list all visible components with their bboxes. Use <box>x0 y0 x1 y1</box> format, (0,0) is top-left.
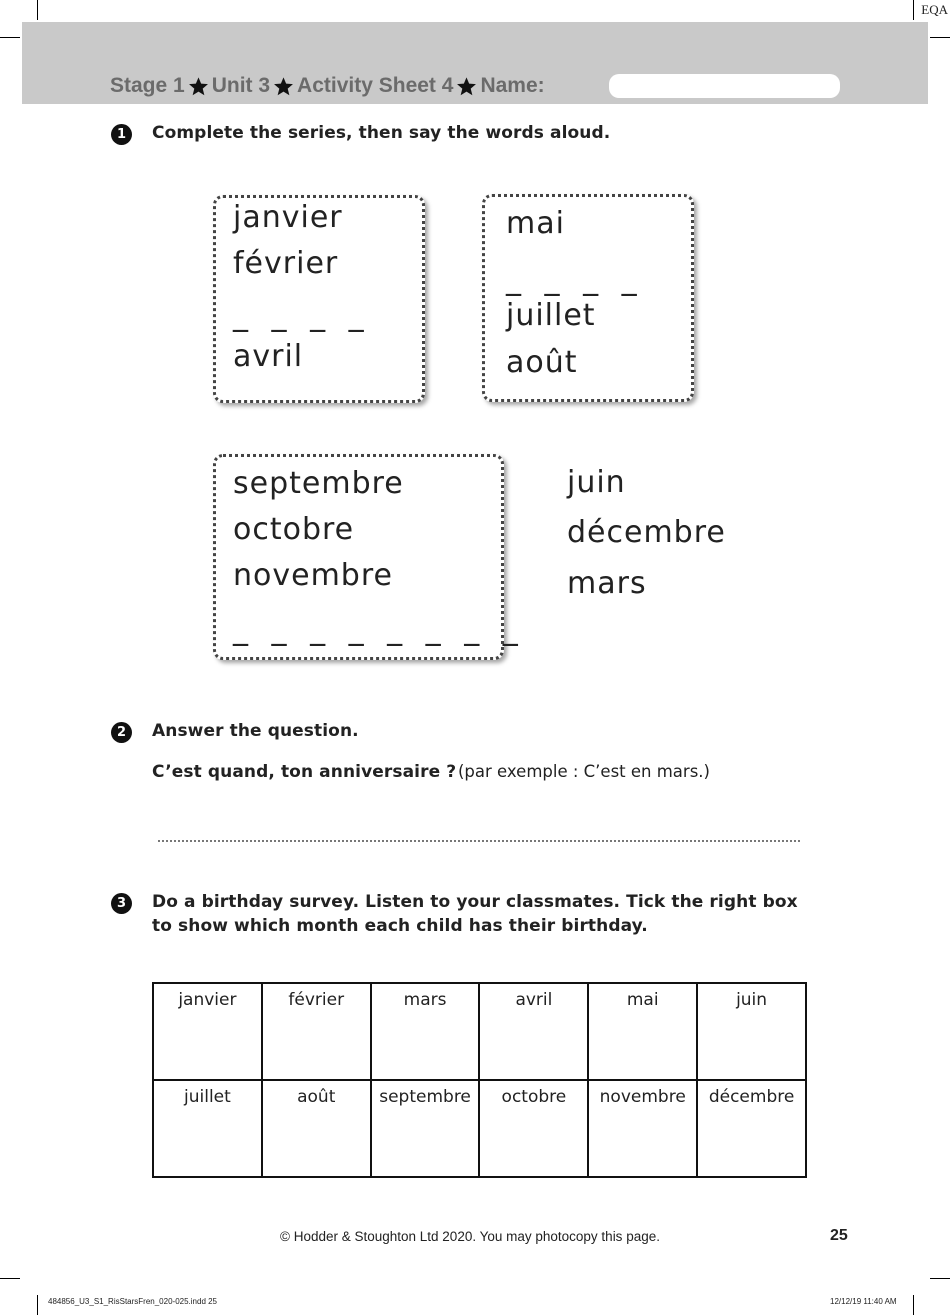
blank-line[interactable]: _ _ _ _ <box>506 262 644 297</box>
month-cell[interactable]: février <box>262 983 371 1080</box>
question-number-1: 1 <box>111 124 132 145</box>
sheet-title <box>110 72 545 100</box>
star-icon <box>273 76 294 97</box>
name-input[interactable] <box>609 74 840 98</box>
month-cell[interactable]: septembre <box>371 1080 480 1177</box>
month-word: septembre <box>233 466 404 501</box>
month-word: janvier <box>233 200 343 235</box>
birthday-survey-table <box>152 982 807 1178</box>
month-cell[interactable]: mai <box>588 983 697 1080</box>
crop-mark <box>930 37 950 38</box>
stage-label: Stage 1 <box>110 74 185 97</box>
crop-mark <box>930 1278 950 1279</box>
star-icon <box>456 76 477 97</box>
table-row <box>153 1080 806 1177</box>
blank-line[interactable]: _ _ _ _ <box>233 298 371 333</box>
star-icon <box>188 76 209 97</box>
month-cell[interactable]: octobre <box>479 1080 588 1177</box>
question-number-3: 3 <box>111 893 132 914</box>
word-bank-item: mars <box>567 566 647 601</box>
month-word: novembre <box>233 558 393 593</box>
activity-3-instruction: Do a birthday survey. Listen to your classmates. Tick the right box <box>152 892 798 912</box>
question-number-2: 2 <box>111 722 132 743</box>
crop-mark <box>913 1295 914 1315</box>
month-word: février <box>233 246 339 281</box>
month-cell[interactable]: janvier <box>153 983 262 1080</box>
month-word: avril <box>233 339 304 374</box>
crop-mark <box>913 0 914 20</box>
birthday-question: C’est quand, ton anniversaire ? <box>152 762 457 782</box>
corner-label: EQA <box>921 2 948 17</box>
answer-line[interactable] <box>158 840 800 842</box>
crop-mark <box>37 0 38 20</box>
month-cell[interactable]: mars <box>371 983 480 1080</box>
month-cell[interactable]: avril <box>479 983 588 1080</box>
activity-2-instruction: Answer the question. <box>152 721 359 741</box>
month-cell[interactable]: juillet <box>153 1080 262 1177</box>
table-row <box>153 983 806 1080</box>
month-cell[interactable]: août <box>262 1080 371 1177</box>
activity-label: Activity Sheet 4 <box>297 74 454 97</box>
month-word: mai <box>506 206 565 241</box>
crop-mark <box>0 1278 20 1279</box>
activity-3-instruction-cont: to show which month each child has their birthday. <box>152 916 648 936</box>
month-cell[interactable]: juin <box>697 983 806 1080</box>
blank-line[interactable]: _ _ _ _ _ _ _ _ <box>233 612 525 647</box>
activity-1-instruction: Complete the series, then say the words aloud. <box>152 123 611 143</box>
name-label: Name: <box>480 74 545 97</box>
page-number: 25 <box>830 1227 848 1244</box>
print-slug-file: 484856_U3_S1_RisStarsFren_020-025.indd 25 <box>48 1297 218 1306</box>
month-cell[interactable]: décembre <box>697 1080 806 1177</box>
month-word: octobre <box>233 512 355 547</box>
example-answer: (par exemple : C’est en mars.) <box>458 762 710 781</box>
month-word: juillet <box>506 298 596 333</box>
crop-mark <box>37 1295 38 1315</box>
month-cell[interactable]: novembre <box>588 1080 697 1177</box>
word-bank-item: décembre <box>567 515 726 550</box>
crop-mark <box>0 37 20 38</box>
month-word: août <box>506 345 578 380</box>
unit-label: Unit 3 <box>211 74 271 97</box>
word-bank-item: juin <box>567 465 626 500</box>
print-slug-date: 12/12/19 11:40 AM <box>830 1297 897 1306</box>
copyright-notice: © Hodder & Stoughton Ltd 2020. You may photocopy this page. <box>280 1229 660 1244</box>
